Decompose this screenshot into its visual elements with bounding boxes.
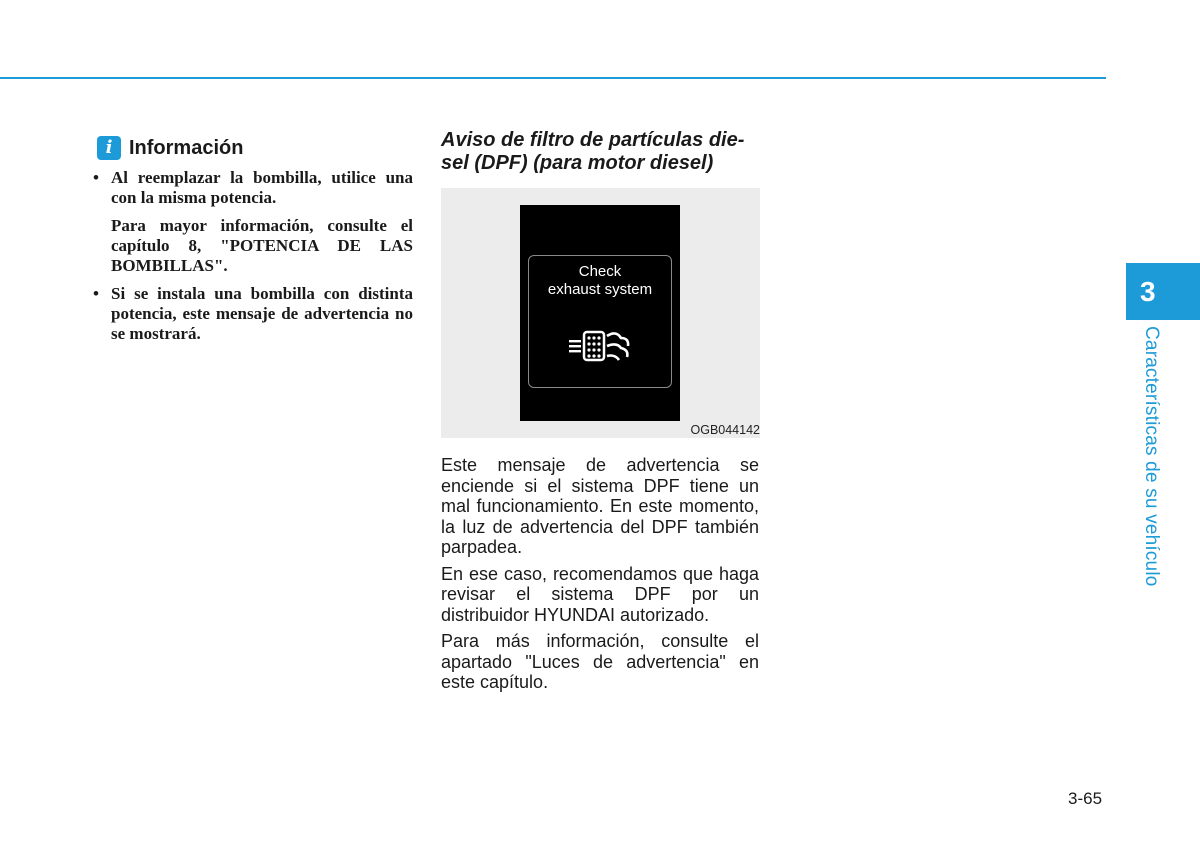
page-number: 3-65 xyxy=(1068,789,1103,808)
body-paragraph: En ese caso, recomendamos que haga revisar el sistema DPF por un distribuidor HYUNDAI autorizado. xyxy=(441,563,759,625)
info-paragraph: Para mayor información, consulte el capítulo 8, "POTENCIA DE LAS BOMBILLAS". xyxy=(111,216,413,275)
dpf-warning-icon xyxy=(567,322,635,368)
section-heading: Aviso de filtro de partículas diesel (DPF) (para motor diesel) xyxy=(441,129,745,174)
info-paragraph: Si se instala una bombilla con distinta potencia, este mensaje de advertencia no se mostrará. xyxy=(111,284,413,343)
dpf-figure xyxy=(441,188,760,438)
chapter-number-tab: 3 xyxy=(1126,263,1200,320)
warning-message-frame xyxy=(528,255,672,388)
body-paragraph: Para más información, consulte el apartado "Luces de advertencia" en este capítulo. xyxy=(441,631,759,692)
warning-line-1: Check xyxy=(578,263,622,280)
cluster-display xyxy=(520,205,680,421)
info-title: Información xyxy=(129,136,244,159)
warning-line-2: exhaust system xyxy=(547,281,653,298)
info-header xyxy=(97,136,243,160)
info-list xyxy=(93,168,413,352)
bullet: • xyxy=(93,168,99,187)
info-item xyxy=(93,168,413,276)
top-rule xyxy=(0,77,1106,79)
chapter-title: Características de su vehículo xyxy=(1141,326,1162,587)
figure-code: OGB044142 xyxy=(690,423,760,437)
bullet: • xyxy=(93,284,99,303)
info-paragraph: Al reemplazar la bombilla, utilice una con la misma potencia. xyxy=(111,168,413,207)
info-item xyxy=(93,284,413,344)
body-text xyxy=(441,455,759,699)
info-icon: i xyxy=(97,136,121,160)
body-paragraph: Este mensaje de advertencia se enciende si el sistema DPF tiene un mal funcionamiento. En este momento, la luz de advertencia del DPF también parpadea. xyxy=(441,455,759,557)
warning-message xyxy=(529,263,671,299)
